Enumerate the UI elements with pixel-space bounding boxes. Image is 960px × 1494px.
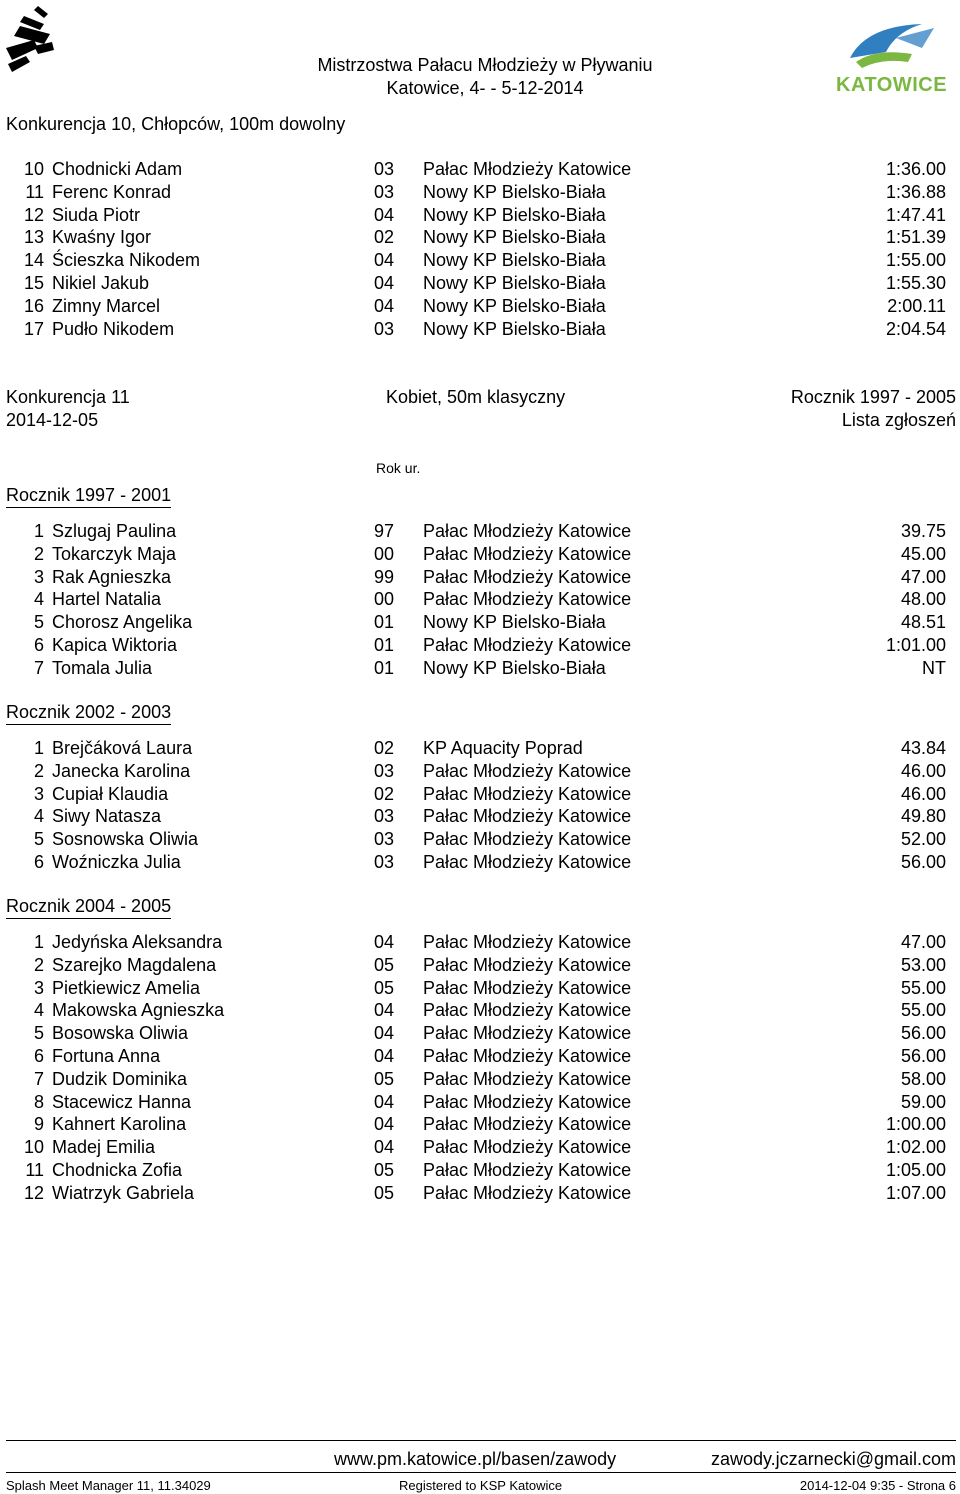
name-cell: Chorosz Angelika — [52, 612, 193, 633]
time-cell: 47.00 — [900, 566, 946, 587]
prev-event-title: Konkurencja 10, Chłopców, 100m dowolny — [6, 114, 346, 134]
year-cell: 04 — [374, 932, 395, 952]
year-cell: 05 — [374, 954, 395, 975]
katowice-logo — [836, 18, 946, 98]
result-row — [0, 588, 960, 610]
time-cell: 45.00 — [900, 543, 946, 564]
name-cell: Cupiał Klaudia — [52, 783, 169, 804]
name-cell: Ferenc Konrad — [52, 181, 172, 202]
club-cell: Pałac Młodzieży Katowice — [423, 1068, 632, 1089]
result-row — [0, 760, 960, 782]
name-cell: Nikiel Jakub — [52, 273, 150, 293]
year-cell: 01 — [374, 657, 395, 678]
result-row — [0, 954, 960, 976]
time-cell: 39.75 — [900, 521, 946, 541]
event-date: 2014-12-05 — [6, 410, 99, 430]
name-cell: Sosnowska Oliwia — [52, 829, 199, 850]
club-cell: Pałac Młodzieży Katowice — [423, 760, 632, 781]
name-cell: Tokarczyk Maja — [52, 543, 177, 564]
time-cell: 52.00 — [900, 829, 946, 850]
place-cell: 3 — [33, 783, 44, 804]
place-cell: 4 — [33, 1000, 44, 1021]
club-cell: Pałac Młodzieży Katowice — [423, 932, 632, 952]
name-cell: Wiatrzyk Gabriela — [52, 1182, 195, 1203]
result-row — [0, 1022, 960, 1044]
event-age-range: Rocznik 1997 - 2005 — [790, 387, 956, 407]
time-cell: 1:55.30 — [885, 273, 946, 293]
time-cell: 1:00.00 — [885, 1114, 946, 1135]
time-cell: 1:36.88 — [885, 181, 946, 202]
result-row — [0, 1091, 960, 1113]
place-cell: 1 — [33, 932, 44, 952]
age-group-title: Rocznik 2002 - 2003 — [6, 701, 171, 725]
name-cell: Zimny Marcel — [52, 295, 161, 316]
year-cell: 05 — [374, 977, 395, 998]
name-cell: Tomala Julia — [52, 657, 153, 678]
name-cell: Ścieszka Nikodem — [52, 250, 201, 271]
club-cell: Pałac Młodzieży Katowice — [423, 1182, 632, 1203]
club-cell: Nowy KP Bielsko-Biała — [423, 181, 606, 202]
place-cell: 5 — [33, 612, 44, 633]
time-cell: 56.00 — [900, 852, 946, 872]
result-row — [0, 999, 960, 1021]
time-cell: 1:51.39 — [885, 227, 946, 248]
club-cell: Pałac Młodzieży Katowice — [423, 1137, 632, 1158]
name-cell: Hartel Natalia — [52, 589, 162, 610]
year-cell: 02 — [374, 783, 395, 804]
result-row — [0, 204, 960, 226]
place-cell: 11 — [25, 1160, 44, 1180]
year-cell: 00 — [374, 589, 395, 610]
year-cell: 01 — [374, 635, 395, 655]
year-cell: 04 — [374, 1023, 395, 1044]
place-cell: 6 — [33, 1046, 44, 1066]
name-cell: Woźniczka Julia — [52, 852, 181, 872]
club-cell: Pałac Młodzieży Katowice — [423, 1114, 632, 1135]
time-cell: 1:36.00 — [885, 159, 946, 179]
place-cell: 15 — [23, 273, 44, 293]
time-cell: 46.00 — [900, 783, 946, 804]
name-cell: Szlugaj Paulina — [52, 521, 177, 541]
year-cell: 02 — [374, 738, 395, 758]
club-cell: Pałac Młodzieży Katowice — [423, 159, 632, 179]
result-row — [0, 931, 960, 953]
event-number: Konkurencja 11 — [6, 387, 130, 407]
club-cell: Pałac Młodzieży Katowice — [423, 1046, 632, 1066]
result-row — [0, 566, 960, 588]
club-cell: Nowy KP Bielsko-Biała — [423, 227, 606, 248]
year-cell: 05 — [374, 1068, 395, 1089]
event-description: Kobiet, 50m klasyczny — [386, 387, 566, 407]
name-cell: Brejčáková Laura — [52, 738, 193, 758]
year-cell: 99 — [374, 566, 395, 587]
place-cell: 5 — [33, 1023, 44, 1044]
result-row — [0, 318, 960, 340]
place-cell: 1 — [33, 521, 44, 541]
club-cell: KP Aquacity Poprad — [423, 738, 583, 758]
year-cell: 05 — [374, 1182, 395, 1203]
place-cell: 3 — [33, 566, 44, 587]
club-cell: Nowy KP Bielsko-Biała — [423, 612, 606, 633]
swimmer-logo-icon — [4, 4, 64, 76]
result-row — [0, 543, 960, 565]
time-cell: 46.00 — [900, 760, 946, 781]
place-cell: 7 — [33, 1068, 44, 1089]
year-cell: 04 — [374, 1046, 395, 1066]
place-cell: 6 — [33, 635, 44, 655]
result-row — [0, 828, 960, 850]
age-group-title: Rocznik 2004 - 2005 — [6, 895, 171, 919]
place-cell: 4 — [33, 589, 44, 610]
footer-email: zawody.jczarnecki@gmail.com — [710, 1449, 956, 1469]
year-column-label: Rok ur. — [376, 460, 421, 476]
name-cell: Jedyńska Aleksandra — [52, 932, 223, 952]
club-cell: Nowy KP Bielsko-Biała — [423, 250, 606, 271]
time-cell: 1:07.00 — [885, 1182, 946, 1203]
club-cell: Pałac Młodzieży Katowice — [423, 635, 632, 655]
time-cell: 48.51 — [900, 612, 946, 633]
footer-divider-top — [6, 1440, 956, 1441]
footer-software: Splash Meet Manager 11, 11.34029 — [6, 1478, 211, 1493]
place-cell: 10 — [23, 159, 44, 179]
result-row — [0, 1159, 960, 1181]
club-cell: Nowy KP Bielsko-Biała — [423, 273, 606, 293]
result-row — [0, 1113, 960, 1135]
result-row — [0, 737, 960, 759]
place-cell: 14 — [23, 250, 44, 271]
result-row — [0, 181, 960, 203]
time-cell: 1:01.00 — [885, 635, 946, 655]
place-cell: 2 — [33, 954, 44, 975]
year-cell: 04 — [374, 295, 395, 316]
club-cell: Nowy KP Bielsko-Biała — [423, 657, 606, 678]
time-cell: 58.00 — [900, 1068, 946, 1089]
year-cell: 04 — [374, 1137, 395, 1158]
club-cell: Pałac Młodzieży Katowice — [423, 1160, 632, 1180]
name-cell: Siwy Natasza — [52, 806, 162, 827]
name-cell: Kapica Wiktoria — [52, 635, 178, 655]
time-cell: 1:47.41 — [885, 204, 946, 225]
result-row — [0, 977, 960, 999]
result-row — [0, 158, 960, 180]
name-cell: Rak Agnieszka — [52, 566, 172, 587]
name-cell: Szarejko Magdalena — [52, 954, 217, 975]
place-cell: 12 — [23, 1182, 44, 1203]
place-cell: 5 — [33, 829, 44, 850]
year-cell: 05 — [374, 1160, 395, 1180]
time-cell: NT — [922, 657, 946, 678]
club-cell: Pałac Młodzieży Katowice — [423, 977, 632, 998]
time-cell: 1:02.00 — [885, 1137, 946, 1158]
place-cell: 17 — [23, 318, 44, 339]
result-row — [0, 851, 960, 873]
age-group-title: Rocznik 1997 - 2001 — [6, 484, 171, 508]
place-cell: 10 — [23, 1137, 44, 1158]
place-cell: 8 — [33, 1091, 44, 1112]
time-cell: 53.00 — [900, 954, 946, 975]
place-cell: 2 — [33, 760, 44, 781]
time-cell: 2:04.54 — [885, 318, 946, 339]
name-cell: Janecka Karolina — [52, 760, 191, 781]
time-cell: 43.84 — [900, 738, 946, 758]
result-row — [0, 520, 960, 542]
result-row — [0, 249, 960, 271]
year-cell: 03 — [374, 852, 395, 872]
name-cell: Chodnicki Adam — [52, 159, 183, 179]
result-row — [0, 657, 960, 679]
time-cell: 47.00 — [900, 932, 946, 952]
year-cell: 03 — [374, 829, 395, 850]
place-cell: 1 — [33, 738, 44, 758]
name-cell: Pudło Nikodem — [52, 318, 175, 339]
result-row — [0, 805, 960, 827]
club-cell: Pałac Młodzieży Katowice — [423, 829, 632, 850]
time-cell: 49.80 — [900, 806, 946, 827]
year-cell: 03 — [374, 318, 395, 339]
footer-url: www.pm.katowice.pl/basen/zawody — [334, 1449, 617, 1469]
name-cell: Pietkiewicz Amelia — [52, 977, 201, 998]
club-cell: Pałac Młodzieży Katowice — [423, 1023, 632, 1044]
result-row — [0, 295, 960, 317]
club-cell: Pałac Młodzieży Katowice — [423, 954, 632, 975]
time-cell: 56.00 — [900, 1023, 946, 1044]
result-row — [0, 611, 960, 633]
list-type: Lista zgłoszeń — [841, 410, 956, 430]
time-cell: 1:05.00 — [885, 1160, 946, 1180]
time-cell: 55.00 — [900, 977, 946, 998]
time-cell: 1:55.00 — [885, 250, 946, 271]
name-cell: Bosowska Oliwia — [52, 1023, 189, 1044]
year-cell: 04 — [374, 1091, 395, 1112]
result-row — [0, 226, 960, 248]
year-cell: 97 — [374, 521, 395, 541]
name-cell: Kahnert Karolina — [52, 1114, 187, 1135]
year-cell: 03 — [374, 806, 395, 827]
name-cell: Fortuna Anna — [52, 1046, 161, 1066]
year-cell: 04 — [374, 204, 395, 225]
place-cell: 11 — [25, 181, 44, 202]
year-cell: 00 — [374, 543, 395, 564]
club-cell: Pałac Młodzieży Katowice — [423, 1000, 632, 1021]
year-cell: 02 — [374, 227, 395, 248]
result-row — [0, 1068, 960, 1090]
place-cell: 9 — [33, 1114, 44, 1135]
place-cell: 6 — [33, 852, 44, 872]
year-cell: 03 — [374, 159, 395, 179]
year-cell: 03 — [374, 760, 395, 781]
name-cell: Makowska Agnieszka — [52, 1000, 225, 1021]
year-cell: 04 — [374, 1000, 395, 1021]
result-row — [0, 783, 960, 805]
place-cell: 16 — [23, 295, 44, 316]
year-cell: 03 — [374, 181, 395, 202]
meet-title: Mistrzostwa Pałacu Młodzieży w Pływaniu — [317, 55, 653, 75]
katowice-logo-text: KATOWICE — [836, 74, 948, 96]
year-cell: 01 — [374, 612, 395, 633]
result-row — [0, 1136, 960, 1158]
result-row — [0, 272, 960, 294]
footer-timestamp-page: 2014-12-04 9:35 - Strona 6 — [799, 1478, 956, 1493]
place-cell: 2 — [33, 543, 44, 564]
club-cell: Pałac Młodzieży Katowice — [423, 783, 632, 804]
footer-registered: Registered to KSP Katowice — [399, 1478, 563, 1493]
year-cell: 04 — [374, 250, 395, 271]
time-cell: 56.00 — [900, 1046, 946, 1066]
meet-dates: Katowice, 4- - 5-12-2014 — [386, 78, 584, 98]
club-cell: Nowy KP Bielsko-Biała — [423, 318, 606, 339]
footer-divider-bottom — [6, 1472, 956, 1473]
club-cell: Pałac Młodzieży Katowice — [423, 806, 632, 827]
time-cell: 2:00.11 — [887, 295, 946, 316]
katowice-emblem-icon — [836, 18, 946, 78]
place-cell: 3 — [33, 977, 44, 998]
time-cell: 55.00 — [900, 1000, 946, 1021]
result-row — [0, 1045, 960, 1067]
name-cell: Chodnicka Zofia — [52, 1160, 183, 1180]
club-cell: Pałac Młodzieży Katowice — [423, 521, 632, 541]
name-cell: Stacewicz Hanna — [52, 1091, 192, 1112]
club-cell: Nowy KP Bielsko-Biała — [423, 204, 606, 225]
name-cell: Kwaśny Igor — [52, 227, 152, 248]
result-row — [0, 634, 960, 656]
place-cell: 13 — [23, 227, 44, 248]
time-cell: 59.00 — [900, 1091, 946, 1112]
place-cell: 4 — [33, 806, 44, 827]
name-cell: Dudzik Dominika — [52, 1068, 188, 1089]
time-cell: 48.00 — [900, 589, 946, 610]
club-cell: Nowy KP Bielsko-Biała — [423, 295, 606, 316]
year-cell: 04 — [374, 273, 395, 293]
place-cell: 12 — [23, 204, 44, 225]
result-row — [0, 1182, 960, 1204]
club-cell: Pałac Młodzieży Katowice — [423, 566, 632, 587]
name-cell: Madej Emilia — [52, 1137, 156, 1158]
club-cell: Pałac Młodzieży Katowice — [423, 1091, 632, 1112]
club-cell: Pałac Młodzieży Katowice — [423, 589, 632, 610]
place-cell: 7 — [33, 657, 44, 678]
club-cell: Pałac Młodzieży Katowice — [423, 852, 632, 872]
year-cell: 04 — [374, 1114, 395, 1135]
name-cell: Siuda Piotr — [52, 204, 141, 225]
club-cell: Pałac Młodzieży Katowice — [423, 543, 632, 564]
